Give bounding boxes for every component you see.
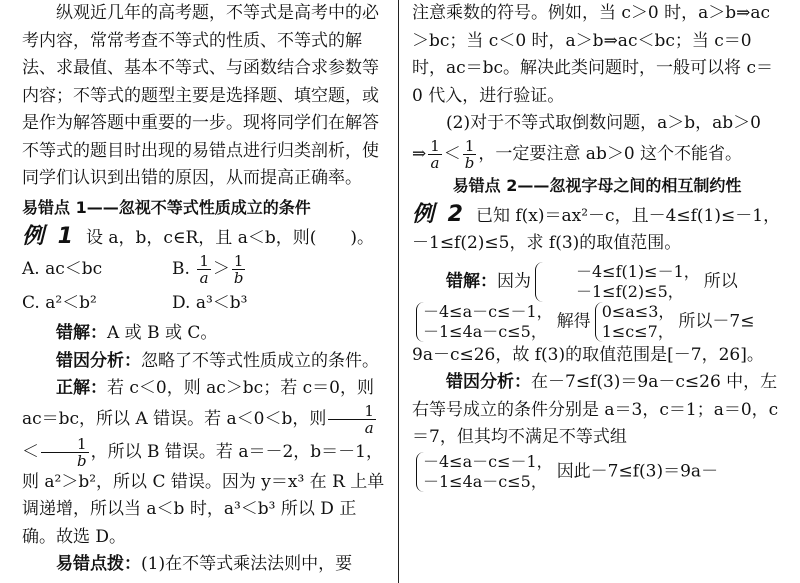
correct-frac-left: $\frac{1}{a}$ <box>328 403 376 436</box>
example-2-text: 已知 f(x)＝ax²－c，且－4≤f(1)≤－1，－1≤f(2)≤5，求 f(3)的取值范围。 <box>412 205 781 253</box>
wrong-solution-label: 错解： <box>56 323 107 343</box>
wrong-solution-2-label: 错解： <box>446 271 497 291</box>
tip-2-frac-left: $\frac{1}{a}$ <box>430 136 440 172</box>
example-2 <box>412 201 782 258</box>
cause-analysis-2 <box>412 369 782 452</box>
column-divider <box>398 0 399 583</box>
tip-text: (1)在不等式乘法法则中，要 <box>141 554 353 574</box>
left-column <box>22 0 390 579</box>
cause-analysis-1 <box>22 348 390 376</box>
option-a: A. ac＜bc <box>22 259 103 279</box>
option-b-frac-left: $\frac{1}{a}$ <box>199 252 209 287</box>
tip-2 <box>412 110 782 138</box>
tip-label: 易错点拨： <box>56 554 141 574</box>
heading-error-point-1: 易错点 1——忽视不等式性质成立的条件 <box>22 197 311 217</box>
option-c: C. a²＜b² <box>22 293 97 313</box>
right-column <box>412 0 782 492</box>
option-d: D. a³＜b³ <box>172 293 248 313</box>
system-1: －4≤f(1)≤－1， －1≤f(2)≤5， <box>535 262 700 302</box>
cause-analysis-label: 错因分析： <box>56 350 141 371</box>
option-b-op: ＞ <box>212 259 230 279</box>
correct-solution-text-2: ，所以 B 错误。若 a＝－2，b＝－1，则 a²＞b²，所以 C 错误。因为 y＝x³ 在 R 上单调递增，所以当 a＜b 时，a³＜b³ 所以 D 正确。故选 D。 <box>22 441 385 547</box>
solve-word: 解得 <box>556 311 591 331</box>
continued-paragraph: 注意乘数的符号。例如，当 c＞0 时，a＞b⇒ac＞bc；当 c＜0 时，a＞b⇒ac＜bc；当 c＝0 时，ac＝bc。解决此类问题时，一般可以将 c＝0 代入，进行验证。 <box>412 3 773 106</box>
options-row-1 <box>22 252 390 286</box>
correct-frac-op: ＜ <box>22 441 39 462</box>
tip-1 <box>22 551 390 579</box>
tip-2-cont <box>412 138 782 171</box>
correct-solution-label: 正解： <box>56 378 107 398</box>
example-1-text: 设 a，b，c∈R，且 a＜b，则( )。 <box>85 227 374 248</box>
option-b-frac-right: $\frac{1}{b}$ <box>233 252 244 287</box>
example-2-badge: 例 2 <box>412 201 466 227</box>
tip-2-op: ＜ <box>443 143 461 164</box>
correct-solution-1 <box>22 375 390 551</box>
tail-line <box>412 452 782 492</box>
cause-analysis-2-label: 错因分析： <box>446 372 531 392</box>
system-2: －4≤a－c≤－1， －1≤4a－c≤5， <box>416 302 553 342</box>
example-1-badge: 例 1 <box>22 223 76 249</box>
intro-paragraph: 纵观近几年的高考题，不等式是高考中的必考内容，常常考查不等式的性质、不等式的解法、求最值、基本不等式、与函数结合求参数等内容；不等式的题型主要是选择题、填空题，或是作为解答题中重要的一步。现将同学们在解答不等式的题目时出现的易错点进行归类剖析，使同学们认识到出错的原因，从而提高正确率。 <box>22 3 379 188</box>
wrong-solution-2-post: 所以 <box>703 271 738 291</box>
tip-2-text-b: ，一定要注意 ab＞0 这个不能省。 <box>478 143 743 164</box>
tip-2-frac-right: $\frac{1}{b}$ <box>464 136 475 172</box>
result-line: 9a－c≤26，故 f(3)的取值范围是[－7，26]。 <box>412 344 764 365</box>
wrong-solution-text: A 或 B 或 C。 <box>107 323 218 343</box>
system-4: －4≤a－c≤－1， －1≤4a－c≤5， <box>416 452 553 492</box>
wrong-solution-1 <box>22 320 390 348</box>
cause-analysis-text: 忽略了不等式性质成立的条件。 <box>141 350 379 371</box>
option-b-prefix: B. <box>172 259 190 279</box>
system-3: 0≤a≤3， 1≤c≤7， <box>595 302 675 342</box>
example-1 <box>22 223 390 253</box>
wrong-solution-2 <box>412 262 782 302</box>
heading-error-point-2: 易错点 2——忽视字母之间的相互制约性 <box>452 175 742 195</box>
system-solve-line <box>412 302 782 342</box>
implies-arrow: ⇒ <box>412 143 427 164</box>
wrong-solution-2-pre: 因为 <box>497 271 531 291</box>
options-row-2 <box>22 286 390 320</box>
cause-analysis-2-text: 在－7≤f(3)＝9a－c≤26 中，左右等号成立的条件分别是 a＝3，c＝1；a＝0，c＝7，但其均不满足不等式组 <box>412 372 779 447</box>
tip-2-text-a: (2)对于不等式取倒数问题，a＞b，ab＞0 <box>446 113 761 133</box>
correct-frac-right: $\frac{1}{b}$ <box>41 436 89 469</box>
tail-text: 因此－7≤f(3)＝9a－ <box>556 461 719 481</box>
so-text: 所以－7≤ <box>678 311 755 331</box>
option-b <box>172 252 322 286</box>
correct-solution-text-1: 若 c＜0，则 ac＞bc；若 c＝0，则 ac＝bc，所以 A 错误。若 a＜0＜b，则 <box>22 378 374 429</box>
